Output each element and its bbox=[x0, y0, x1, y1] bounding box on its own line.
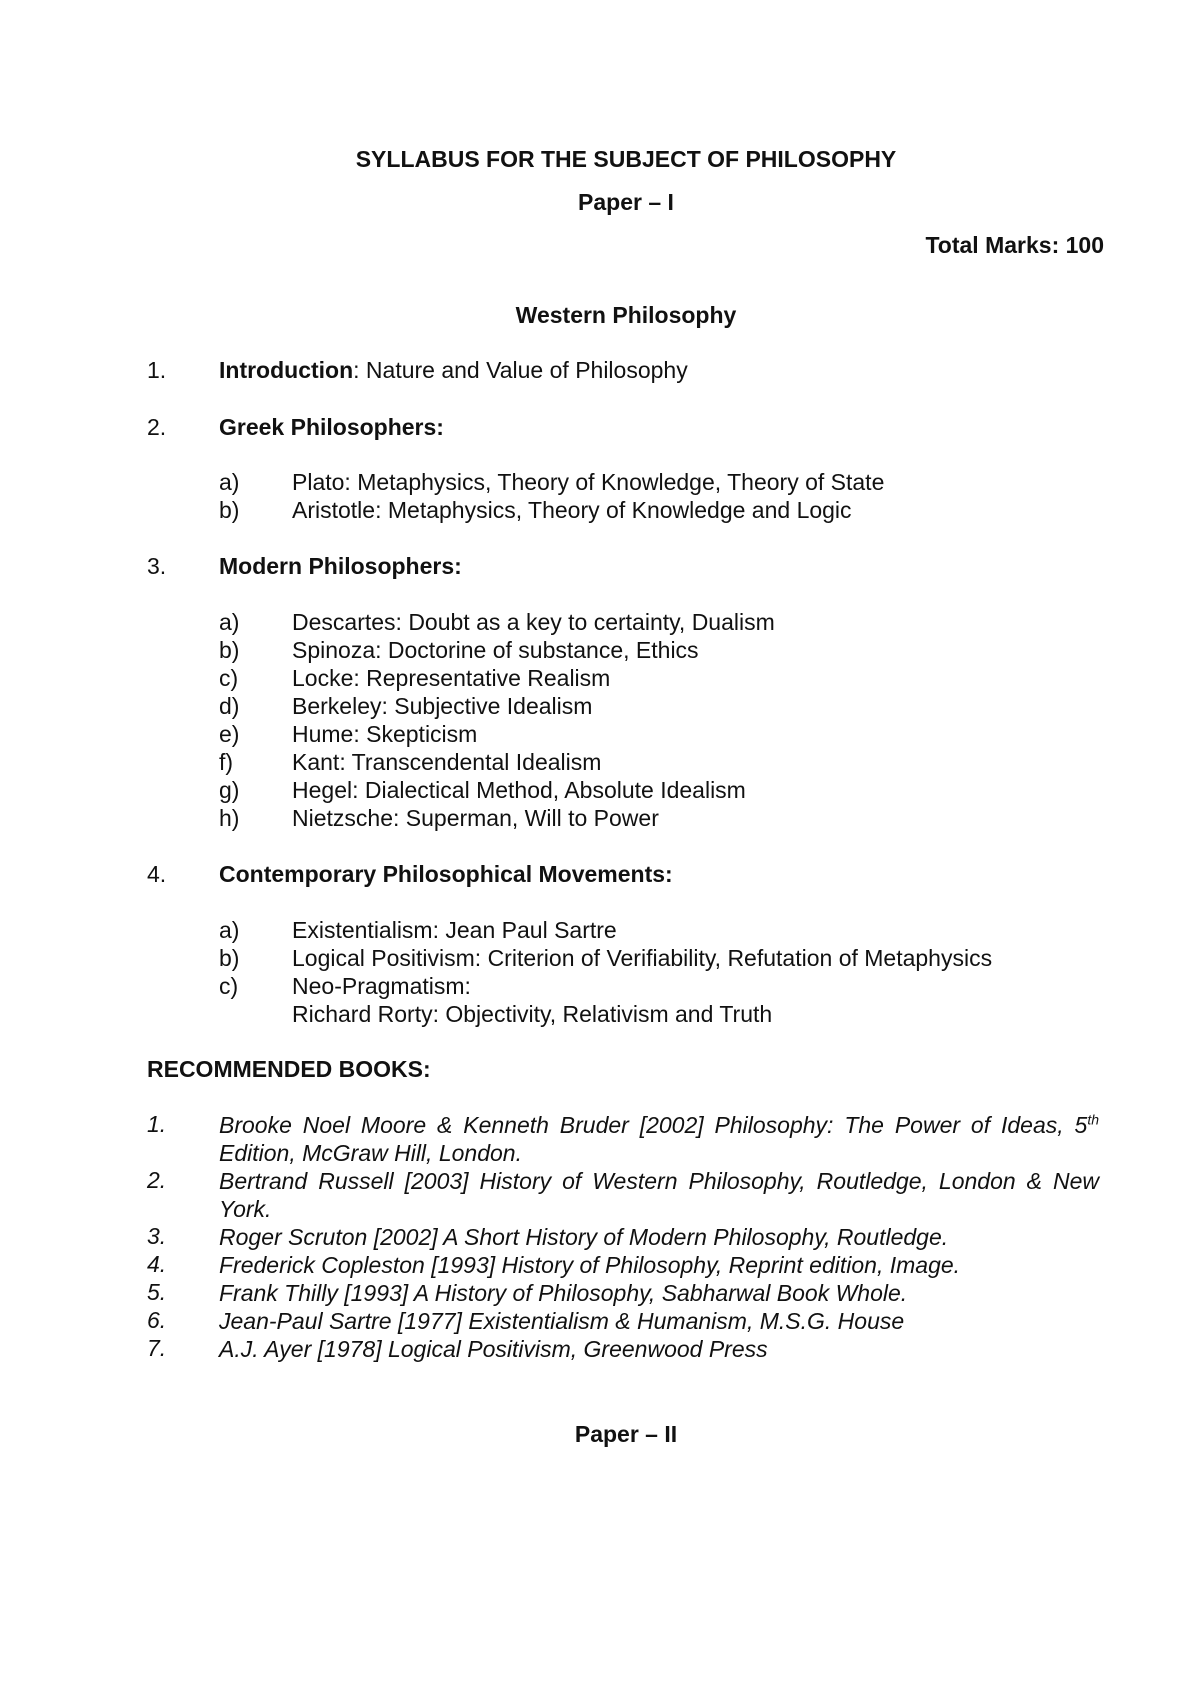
list-item: Plato: Metaphysics, Theory of Knowledge, Theory of State bbox=[292, 469, 885, 495]
book-number: 3. bbox=[147, 1223, 167, 1249]
section-title-bold: Greek Philosophers: bbox=[219, 414, 444, 440]
list-item: Hegel: Dialectical Method, Absolute Idealism bbox=[292, 777, 746, 803]
item-letter: a) bbox=[219, 469, 240, 495]
list-item: Spinoza: Doctorine of substance, Ethics bbox=[292, 637, 699, 663]
list-item: Existentialism: Jean Paul Sartre bbox=[292, 917, 617, 943]
list-item: Nietzsche: Superman, Will to Power bbox=[292, 805, 659, 831]
book-text: Brooke Noel Moore & Kenneth Bruder [2002] Philosophy: The Power of Ideas, 5 bbox=[219, 1112, 1088, 1138]
paper-one-heading: Paper – I bbox=[578, 189, 674, 215]
item-letter: a) bbox=[219, 917, 240, 943]
list-item: Neo-Pragmatism: bbox=[292, 973, 471, 999]
list-item: Berkeley: Subjective Idealism bbox=[292, 693, 593, 719]
book-entry: Frank Thilly [1993] A History of Philosophy, Sabharwal Book Whole. bbox=[219, 1280, 908, 1306]
book-entry: Roger Scruton [2002] A Short History of Modern Philosophy, Routledge. bbox=[219, 1224, 949, 1250]
book-number: 1. bbox=[147, 1111, 167, 1137]
item-letter: g) bbox=[219, 777, 240, 803]
item-letter: h) bbox=[219, 805, 240, 831]
section-title-bold: Contemporary Philosophical Movements: bbox=[219, 861, 673, 887]
section-title bbox=[219, 414, 444, 441]
item-letter: b) bbox=[219, 945, 240, 971]
section-number: 1. bbox=[147, 357, 167, 383]
section-number: 2. bbox=[147, 414, 167, 440]
item-letter: c) bbox=[219, 973, 239, 999]
list-item: Kant: Transcendental Idealism bbox=[292, 749, 602, 775]
section-title bbox=[219, 861, 673, 888]
item-letter: e) bbox=[219, 721, 240, 747]
total-marks: Total Marks: 100 bbox=[925, 232, 1104, 258]
item-letter: d) bbox=[219, 693, 240, 719]
section-title-bold: Modern Philosophers: bbox=[219, 553, 462, 579]
list-item: Logical Positivism: Criterion of Verifiability, Refutation of Metaphysics bbox=[292, 945, 993, 971]
recommended-books-heading: RECOMMENDED BOOKS: bbox=[147, 1056, 431, 1082]
item-letter: c) bbox=[219, 665, 239, 691]
list-item-continuation: Richard Rorty: Objectivity, Relativism and Truth bbox=[292, 1001, 773, 1027]
book-text-continued: Edition, McGraw Hill, London. bbox=[219, 1140, 522, 1166]
list-item: Hume: Skepticism bbox=[292, 721, 478, 747]
book-number: 6. bbox=[147, 1307, 167, 1333]
item-letter: b) bbox=[219, 497, 240, 523]
section-title bbox=[219, 357, 688, 384]
book-entry: Jean-Paul Sartre [1977] Existentialism & Humanism, M.S.G. House bbox=[219, 1308, 905, 1334]
book-number: 5. bbox=[147, 1279, 167, 1305]
list-item: Descartes: Doubt as a key to certainty, Dualism bbox=[292, 609, 775, 635]
book-superscript: th bbox=[1087, 1111, 1099, 1128]
section-title-suffix: : Nature and Value of Philosophy bbox=[353, 357, 688, 383]
item-letter: b) bbox=[219, 637, 240, 663]
book-number: 2. bbox=[147, 1167, 167, 1193]
book-entry bbox=[219, 1111, 1099, 1167]
list-item: Aristotle: Metaphysics, Theory of Knowledge and Logic bbox=[292, 497, 852, 523]
section-title bbox=[219, 553, 462, 580]
item-letter: a) bbox=[219, 609, 240, 635]
list-item: Locke: Representative Realism bbox=[292, 665, 611, 691]
book-number: 7. bbox=[147, 1335, 167, 1361]
book-number: 4. bbox=[147, 1251, 167, 1277]
section-number: 3. bbox=[147, 553, 167, 579]
section-heading: Western Philosophy bbox=[515, 302, 737, 328]
document-title: SYLLABUS FOR THE SUBJECT OF PHILOSOPHY bbox=[355, 146, 897, 172]
book-entry: Frederick Copleston [1993] History of Philosophy, Reprint edition, Image. bbox=[219, 1252, 961, 1278]
section-title-bold: Introduction bbox=[219, 357, 354, 383]
section-number: 4. bbox=[147, 861, 167, 887]
book-entry: Bertrand Russell [2003] History of Western Philosophy, Routledge, London & New York. bbox=[219, 1168, 1099, 1222]
book-entry: A.J. Ayer [1978] Logical Positivism, Greenwood Press bbox=[219, 1336, 768, 1362]
paper-two-heading: Paper – II bbox=[574, 1421, 678, 1447]
item-letter: f) bbox=[219, 749, 234, 775]
